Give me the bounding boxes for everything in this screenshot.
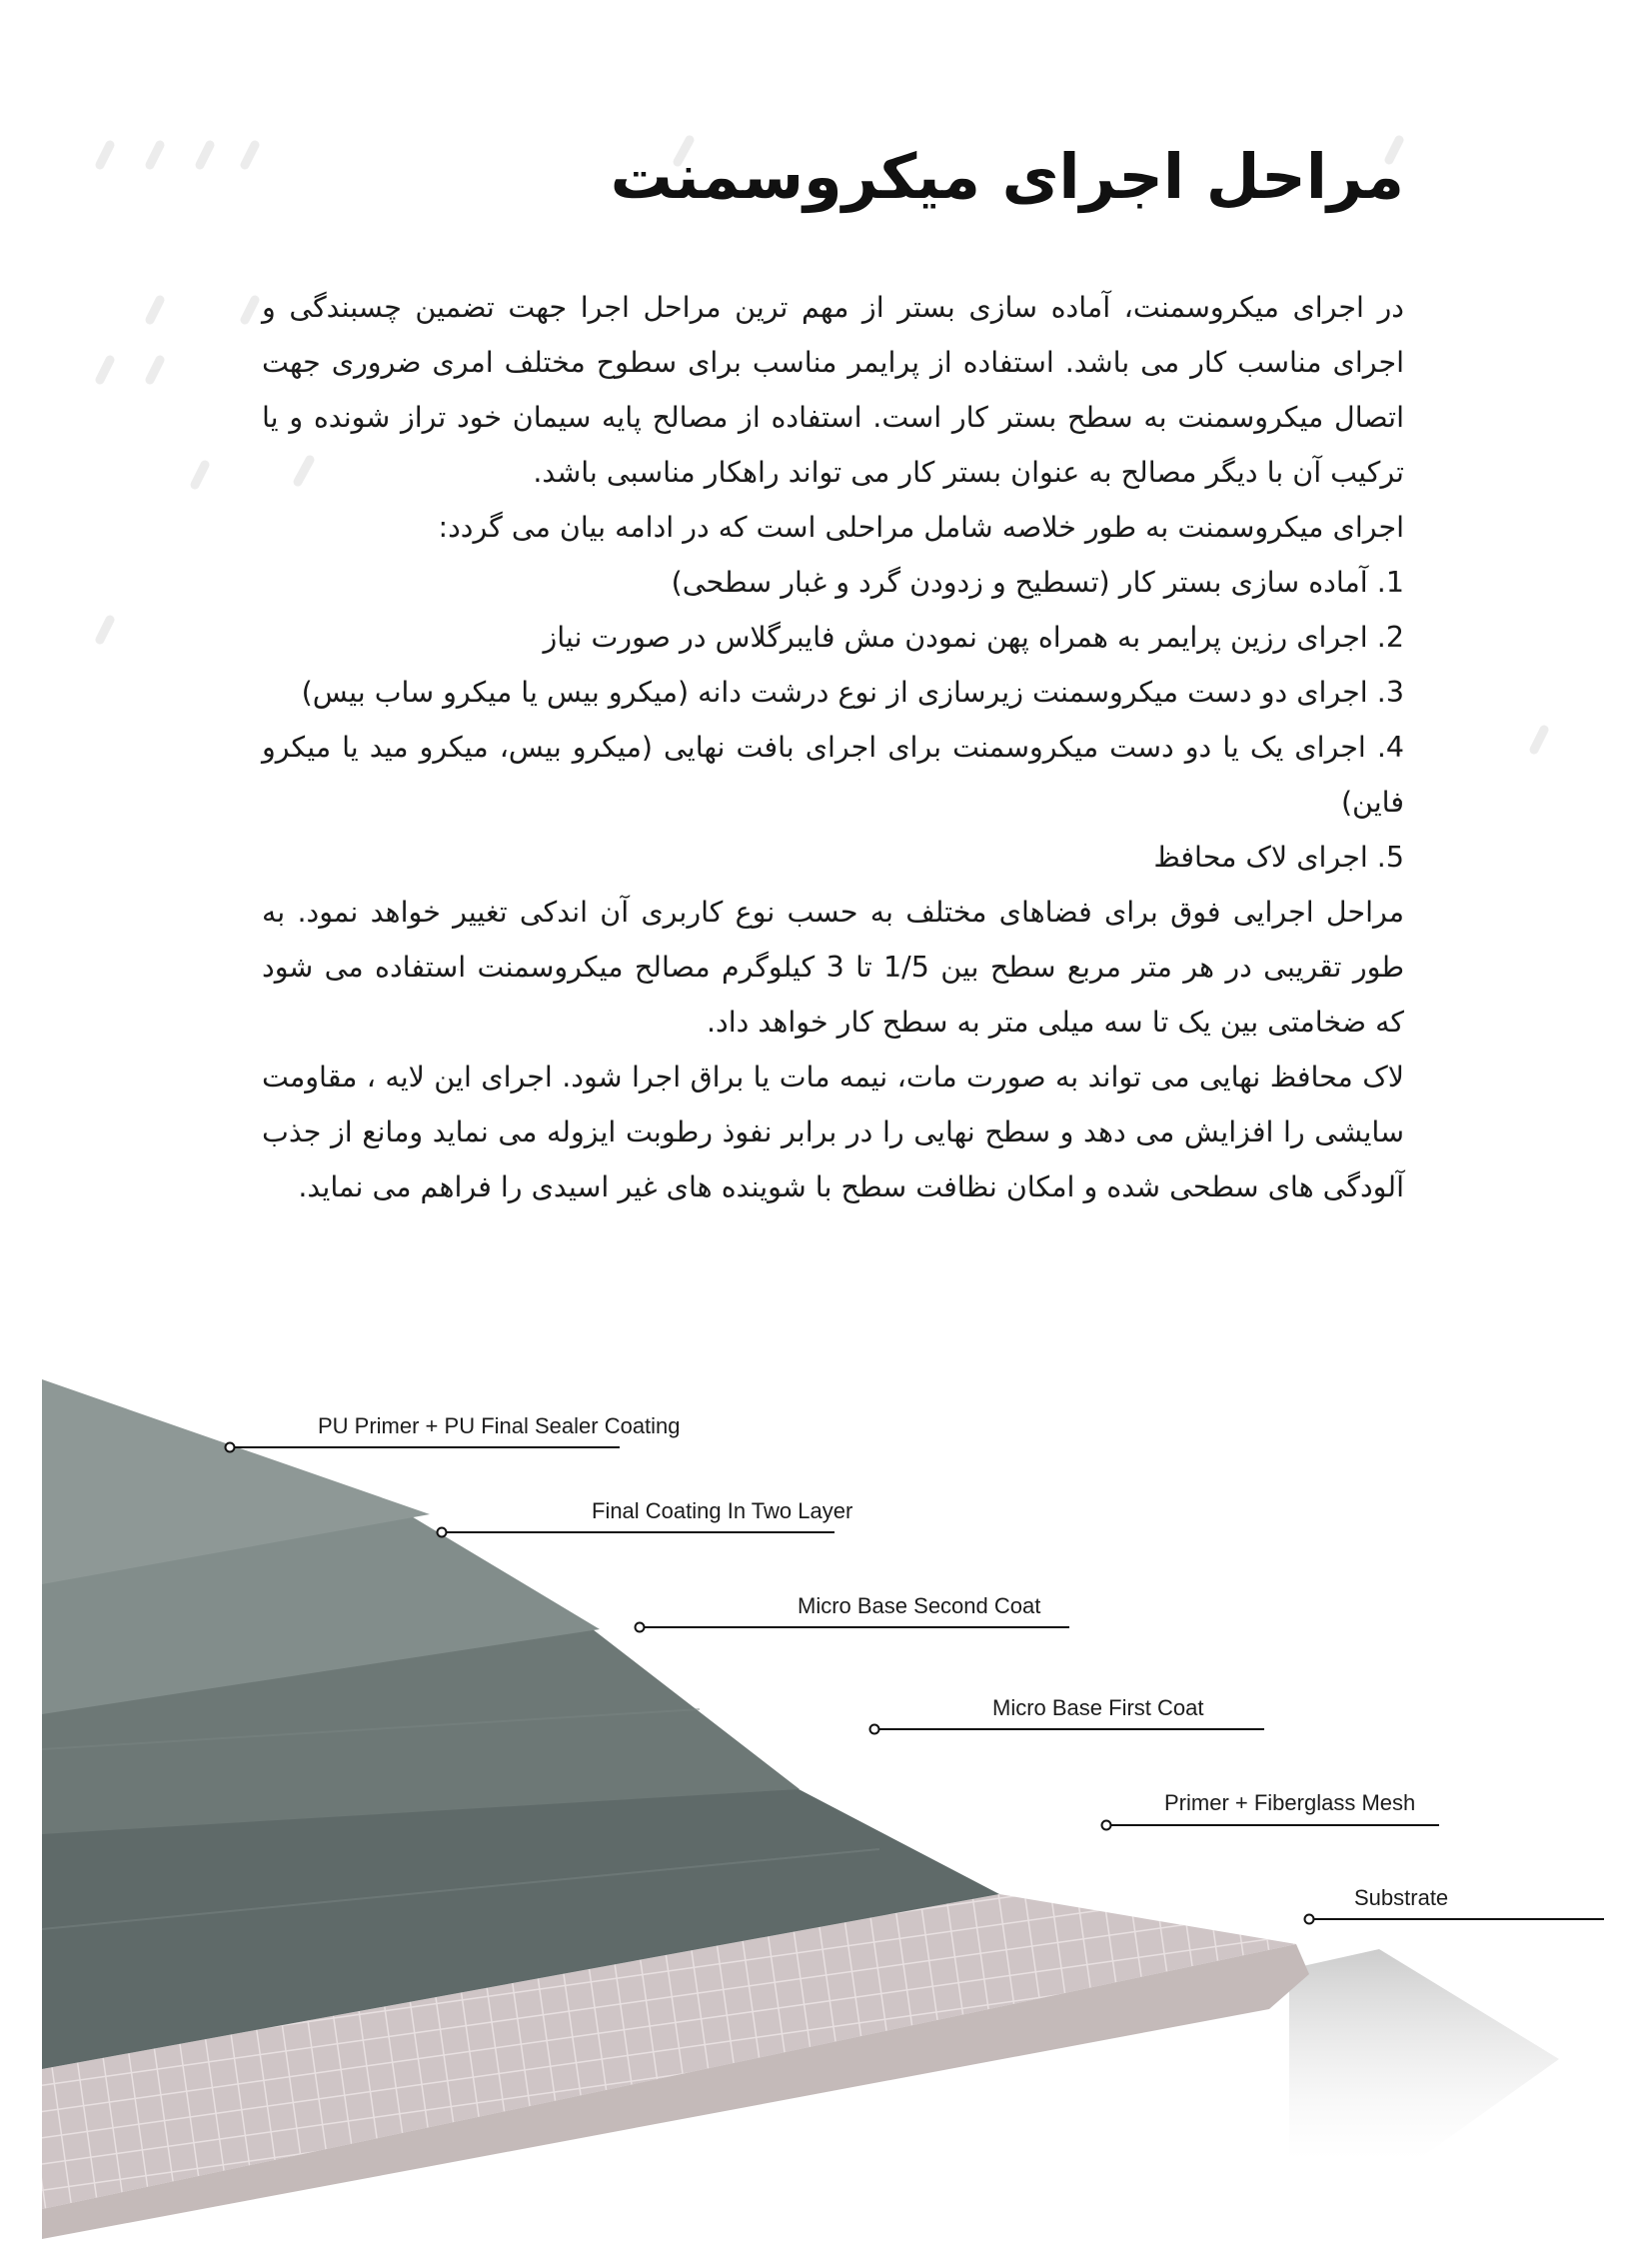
usage-paragraph: مراحل اجرایی فوق برای فضاهای مختلف به حسب نوع کاربری آن اندکی تغییر خواهد نمود. به طور تقریبی در هر متر مربع سطح بین 1/5 تا 3 کیلوگرم مصالح میکروسمنت استفاده می شود که ضخامتی بین یک تا سه میلی متر به سطح کار خواهد داد.	[262, 896, 1404, 1039]
step-text: اجرای رزین پرایمر به همراه پهن نمودن مش فایبرگلاس در صورت نیاز	[543, 621, 1368, 654]
lacquer-paragraph: لاک محافظ نهایی می تواند به صورت مات، نیمه مات یا براق اجرا شود. اجرای این لایه ، مقاومت سایشی را افزایش می دهد و سطح نهایی را در برابر نفوذ رطوبت ایزوله می نماید ومانع از جذب آلودگی های سطحی شده و امکان نظافت سطح با شوینده های غیر اسیدی را فراهم می نماید.	[262, 1061, 1404, 1203]
step-text: آماده سازی بستر کار (تسطیح و زدودن گرد و غبار سطحی)	[671, 566, 1368, 599]
layer-diagram	[0, 1329, 1652, 2249]
callout-label-final: Final Coating In Two Layer	[592, 1498, 853, 1523]
callout-dot-sealer	[226, 1443, 235, 1452]
callout-label-substrate: Substrate	[1354, 1885, 1449, 1910]
step-number: 4.	[1376, 731, 1405, 764]
step-item	[262, 665, 1404, 720]
step-text: اجرای یک یا دو دست میکروسمنت برای اجرای بافت نهایی (میکرو بیس، میکرو مید یا میکرو فاین)	[262, 731, 1404, 819]
callout-dot-final	[438, 1528, 447, 1537]
steps-list	[262, 555, 1404, 885]
callout-dot-substrate	[1305, 1915, 1314, 1924]
callout-dot-mesh	[1102, 1821, 1111, 1830]
ground-shadow	[1289, 1949, 1559, 2159]
step-number: 3.	[1376, 676, 1404, 709]
step-text: اجرای لاک محافظ	[1153, 841, 1368, 874]
callout-label-sealer: PU Primer + PU Final Sealer Coating	[318, 1413, 681, 1438]
intro-paragraph: در اجرای میکروسمنت، آماده سازی بستر از مهم ترین مراحل اجرا جهت تضمین چسبندگی و اجرای مناسب کار می باشد. استفاده از پرایمر مناسب برای سطوح مختلف امری ضروری جهت اتصال میکروسمنت به سطح بستر کار است. استفاده از مصالح پایه سیمان خود تراز شونده و یا ترکیب آن با دیگر مصالح به عنوان بستر کار می تواند راهکار مناسبی باشد.	[262, 291, 1404, 489]
callout-label-mesh: Primer + Fiberglass Mesh	[1164, 1790, 1416, 1815]
step-number: 2.	[1376, 621, 1404, 654]
callout-dot-base1	[870, 1725, 879, 1734]
article-body	[262, 280, 1404, 1214]
callout-dot-base2	[636, 1623, 645, 1632]
step-item	[262, 720, 1404, 830]
callout-label-base1: Micro Base First Coat	[992, 1695, 1204, 1720]
step-item	[262, 610, 1404, 665]
step-number: 5.	[1376, 841, 1404, 874]
layer-diagram-graphic	[0, 1329, 1652, 2249]
step-number: 1.	[1376, 566, 1404, 599]
step-item	[262, 830, 1404, 885]
step-text: اجرای دو دست میکروسمنت زیرسازی از نوع درشت دانه (میکرو بیس یا میکرو ساب بیس)	[301, 676, 1368, 709]
step-item	[262, 555, 1404, 610]
callout-label-base2: Micro Base Second Coat	[798, 1593, 1041, 1618]
summary-line: اجرای میکروسمنت به طور خلاصه شامل مراحلی است که در ادامه بیان می گردد:	[438, 511, 1404, 544]
page-title: مراحل اجرای میکروسمنت	[610, 140, 1404, 213]
